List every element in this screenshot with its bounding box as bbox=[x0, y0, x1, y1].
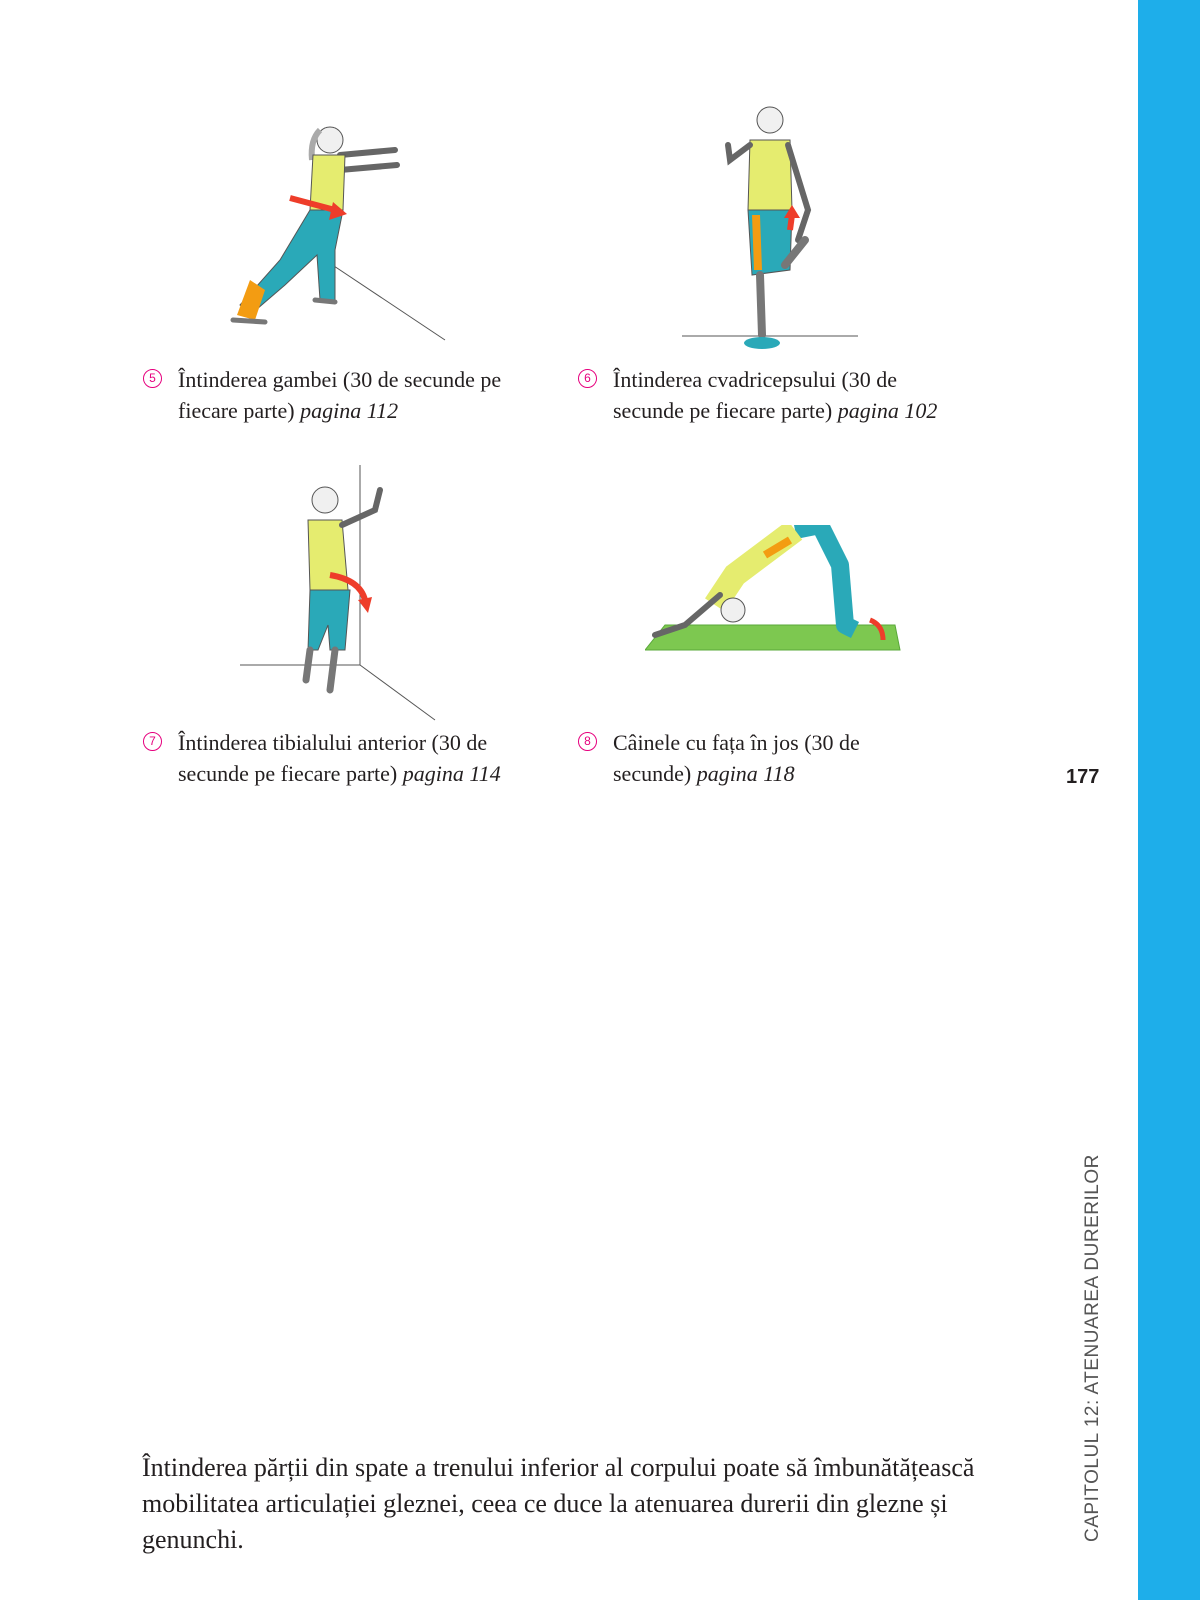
tibialis-stretch-illustration bbox=[240, 465, 440, 725]
exercise-title: Întinderea tibialului anterior (30 de secunde pe fiecare parte) bbox=[178, 730, 488, 786]
downward-dog-illustration bbox=[645, 525, 905, 665]
quadriceps-stretch-illustration bbox=[680, 100, 860, 360]
chapter-color-tab bbox=[1138, 0, 1200, 1600]
exercise-caption-6 bbox=[584, 364, 973, 426]
exercise-number-8: 8 bbox=[578, 732, 597, 751]
exercise-number-5: 5 bbox=[143, 369, 162, 388]
exercise-number-7: 7 bbox=[143, 732, 162, 751]
page-reference: pagina 102 bbox=[837, 398, 938, 423]
exercise-title: Câinele cu fața în jos (30 de secunde) bbox=[613, 730, 860, 786]
calf-stretch-illustration bbox=[225, 110, 455, 350]
exercise-title: Întinderea gambei (30 de secunde pe fiecare parte) bbox=[178, 367, 502, 423]
exercise-title: Întinderea cvadricepsului (30 de secunde pe fiecare parte) bbox=[613, 367, 898, 423]
exercise-caption-5 bbox=[149, 364, 558, 426]
exercise-caption-7 bbox=[149, 727, 538, 789]
page-reference: pagina 114 bbox=[402, 761, 501, 786]
page-number: 177 bbox=[1066, 766, 1100, 788]
exercise-caption-8 bbox=[584, 727, 893, 789]
body-paragraph: Întinderea părții din spate a trenului inferior al corpului poate să îmbunătățească mobilitatea articulației gleznei, ceea ce duce la atenuarea durerii din glezne și genunchi. bbox=[142, 1453, 975, 1554]
chapter-title: CAPITOLUL 12: ATENUAREA DURERILOR bbox=[1082, 1154, 1103, 1542]
page-reference: pagina 112 bbox=[300, 398, 399, 423]
exercise-number-6: 6 bbox=[578, 369, 597, 388]
page-reference: pagina 118 bbox=[696, 761, 795, 786]
